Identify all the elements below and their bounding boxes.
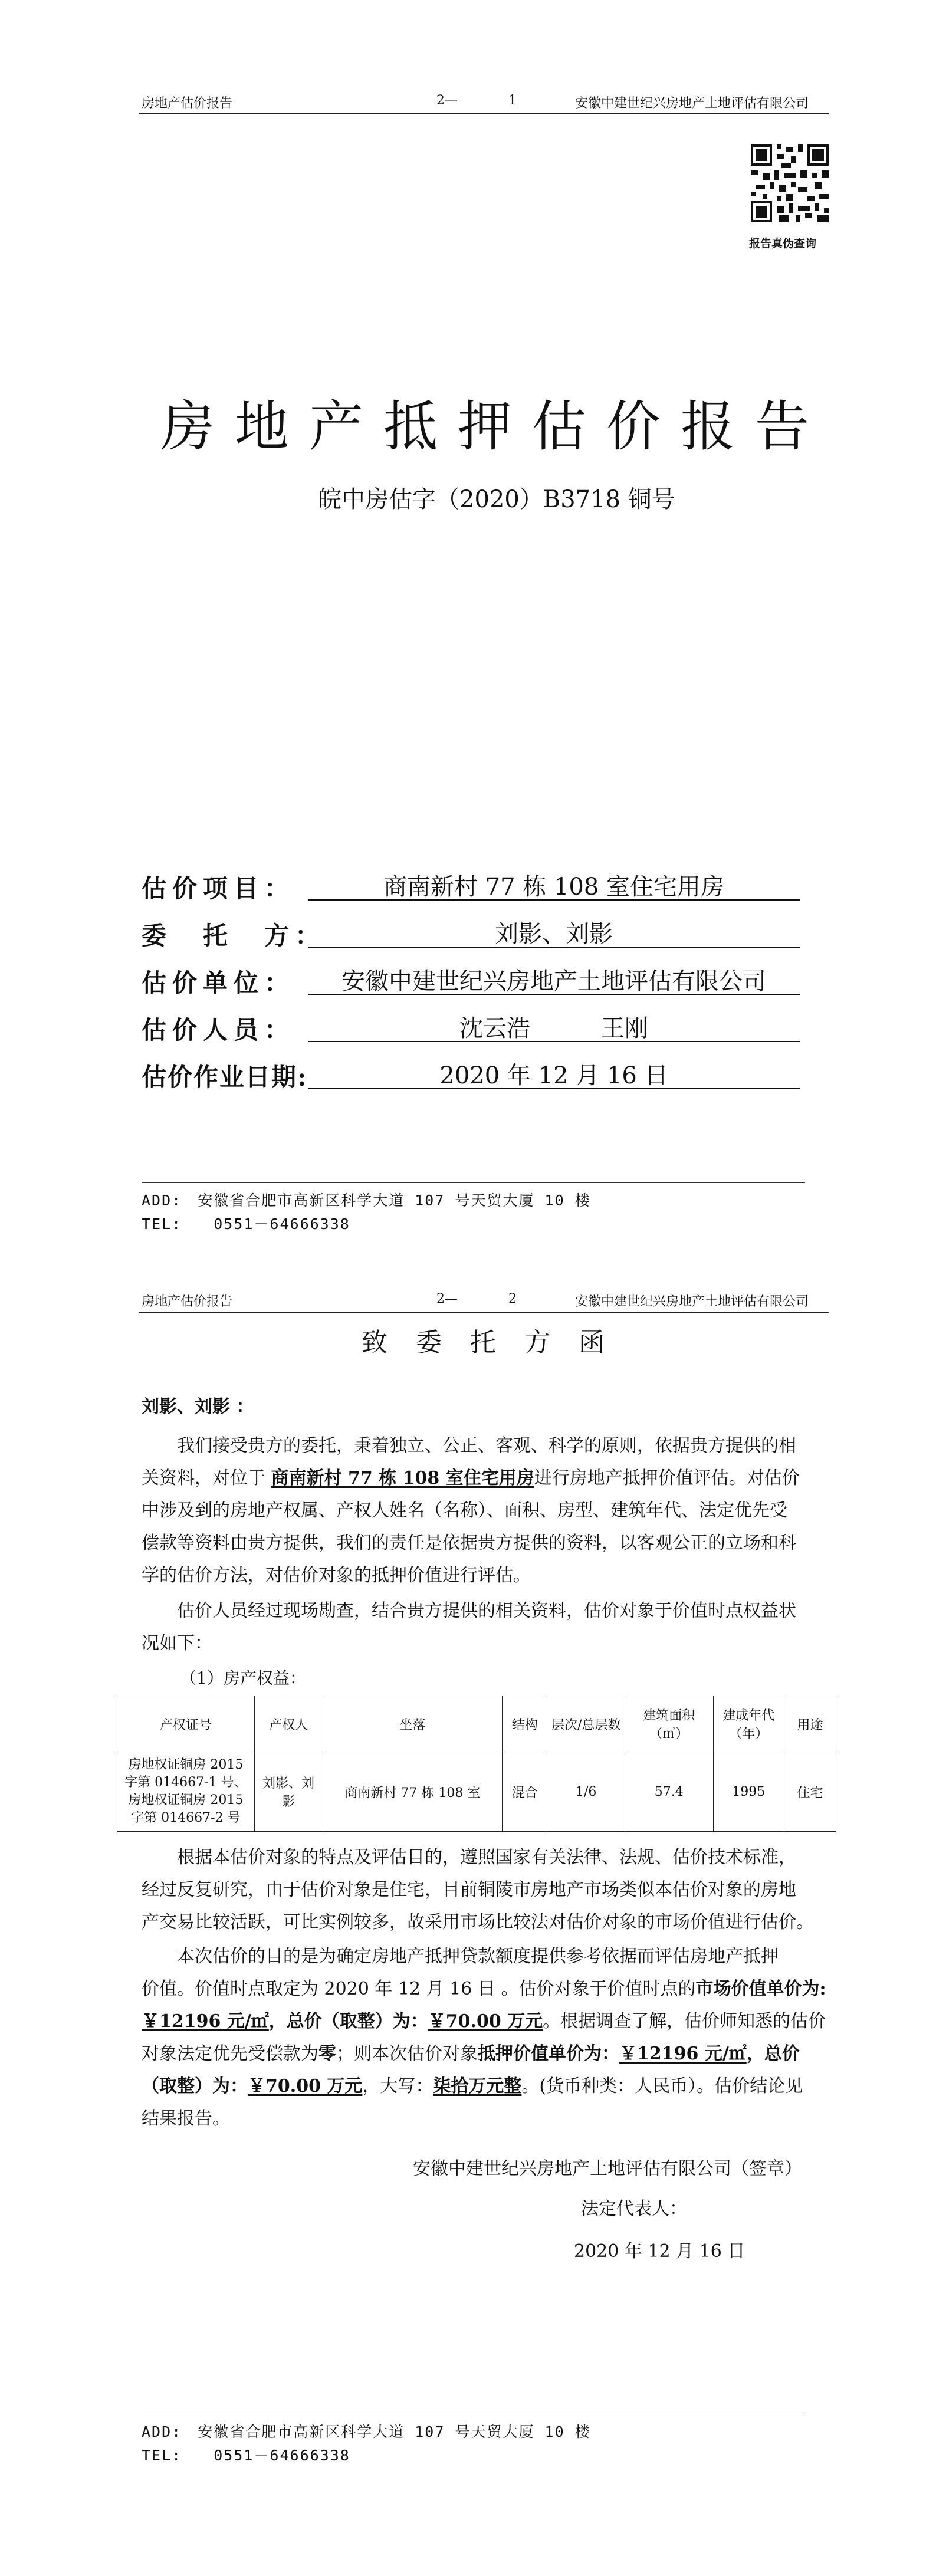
table-row bbox=[117, 1752, 836, 1832]
field-label-work-date: 估价作业日期: bbox=[142, 1063, 308, 1092]
field-value-appraiser-org: 安徽中建世纪兴房地产土地评估有限公司 bbox=[341, 968, 766, 995]
mortgage-total-label: （取整）为： bbox=[142, 2076, 248, 2097]
table-header: 层次/总层数 bbox=[547, 1696, 625, 1752]
field-underline bbox=[308, 1088, 800, 1089]
para4-text: 对象法定优先受偿款为 bbox=[142, 2043, 318, 2064]
footer-rule bbox=[142, 1182, 805, 1183]
market-unit-price-label: 市场价值单价为: bbox=[695, 1979, 826, 1999]
table-header-row bbox=[117, 1696, 836, 1752]
table-cell: 刘影、刘影 bbox=[254, 1752, 323, 1832]
header-right: 安徽中建世纪兴房地产土地评估有限公司 bbox=[575, 96, 809, 111]
mortgage-total-price: ￥70.00 万元 bbox=[248, 2076, 363, 2097]
para1-text: 关资料，对位于 bbox=[142, 1468, 271, 1489]
market-total-label: ，总价（取整）为： bbox=[268, 2011, 428, 2032]
para3-line3: 产交易比较活跃，可比实例较多，故采用市场比较法对估价对象的市场价值进行估价。 bbox=[142, 1912, 814, 1933]
amount-in-words: 柒拾万元整 bbox=[433, 2076, 522, 2097]
qr-caption: 报告真伪查询 bbox=[749, 237, 817, 250]
market-unit-price: ￥12196 元/㎡ bbox=[142, 2011, 269, 2032]
mortgage-unit-price: ￥12196 元/㎡ bbox=[619, 2043, 747, 2064]
footer-tel: TEL: 0551－64666338 bbox=[142, 2447, 350, 2464]
signature-representative: 法定代表人： bbox=[581, 2199, 687, 2219]
table-header: 建筑面积（㎡） bbox=[625, 1696, 713, 1752]
para1-line1: 我们接受贵方的委托，秉着独立、公正、客观、科学的原则，依据贵方提供的相 bbox=[177, 1435, 796, 1456]
table-cell: 住宅 bbox=[784, 1752, 836, 1832]
para2-line2: 况如下： bbox=[142, 1633, 212, 1654]
header-rule bbox=[139, 113, 829, 114]
qr-code-icon bbox=[751, 144, 829, 227]
para1-line5: 学的估价方法，对估价对象的抵押价值进行评估。 bbox=[142, 1565, 531, 1586]
table-header: 建成年代（年） bbox=[713, 1696, 784, 1752]
table-header: 产权人 bbox=[254, 1696, 323, 1752]
para4-text: ；则本次估价对象 bbox=[336, 2043, 478, 2064]
header-rule bbox=[139, 1312, 829, 1313]
field-underline bbox=[308, 1041, 800, 1042]
header-left: 房地产估价报告 bbox=[142, 1294, 233, 1309]
footer-tel: TEL: 0551－64666338 bbox=[142, 1215, 350, 1233]
field-value-project: 商南新村 77 栋 108 室住宅用房 bbox=[383, 873, 725, 901]
table-cell: 1995 bbox=[713, 1752, 784, 1832]
table-header: 用途 bbox=[784, 1696, 836, 1752]
para1-line2 bbox=[142, 1462, 800, 1494]
para4-text: 。根据调查了解，估价师知悉的估价 bbox=[543, 2011, 826, 2032]
field-underline bbox=[308, 947, 800, 948]
mortgage-unit-price-label: 抵押价值单价为： bbox=[478, 2043, 619, 2064]
property-address: 商南新村 77 栋 108 室住宅用房 bbox=[271, 1468, 534, 1489]
field-underline bbox=[308, 899, 800, 901]
mortgage-total-label: ，总价 bbox=[746, 2043, 800, 2064]
header-right: 安徽中建世纪兴房地产土地评估有限公司 bbox=[575, 1294, 809, 1309]
field-label-appraisers: 估价人员： bbox=[142, 1016, 295, 1044]
para4-text: 。(货币种类：人民币）。估价结论见 bbox=[521, 2076, 803, 2097]
table-header: 坐落 bbox=[323, 1696, 503, 1752]
table-header: 产权证号 bbox=[117, 1696, 255, 1752]
table-cell: 混合 bbox=[503, 1752, 547, 1832]
para4-line2 bbox=[142, 1973, 826, 2005]
para4-line4 bbox=[142, 2038, 800, 2070]
report-number: 皖中房估字（2020）B3718 铜号 bbox=[318, 486, 675, 513]
footer-address: ADD: 安徽省合肥市高新区科学大道 107 号天贸大厦 10 楼 bbox=[142, 2423, 591, 2440]
signature-date: 2020 年 12 月 16 日 bbox=[574, 2241, 745, 2262]
header-page-prefix: 2— bbox=[436, 1292, 458, 1306]
field-label-appraiser-org: 估价单位： bbox=[142, 968, 295, 997]
para4-text: 价值。价值时点取定为 2020 年 12 月 16 日 。估价对象于价值时点的 bbox=[142, 1979, 696, 1999]
header-page-number: 1 bbox=[508, 93, 517, 108]
para4-text: ，大写： bbox=[362, 2076, 433, 2097]
header-page-number: 2 bbox=[508, 1292, 517, 1306]
rights-label: （1）房产权益： bbox=[180, 1668, 306, 1688]
field-value-work-date: 2020 年 12 月 16 日 bbox=[439, 1062, 668, 1089]
field-label-client: 委 托 方： bbox=[142, 921, 326, 950]
para4-line6: 结果报告。 bbox=[142, 2108, 230, 2129]
table-cell: 57.4 bbox=[625, 1752, 713, 1832]
table-cell: 房地权证铜房 2015 字第 014667-1 号、房地权证铜房 2015 字第 014667-2 号 bbox=[117, 1752, 255, 1832]
table-header: 结构 bbox=[503, 1696, 547, 1752]
letter-title: 致委托方函 bbox=[362, 1328, 633, 1358]
para3-line2: 经过反复研究，由于估价对象是住宅，目前铜陵市房地产市场类似本估价对象的房地 bbox=[142, 1880, 796, 1900]
para4-line1: 本次估价的目的是为确定房地产抵押贷款额度提供参考依据而评估房地产抵押 bbox=[177, 1946, 779, 1967]
para4-line3 bbox=[142, 2005, 826, 2038]
header-left: 房地产估价报告 bbox=[142, 96, 233, 111]
para2-line1: 估价人员经过现场勘查，结合贵方提供的相关资料，估价对象于价值时点权益状 bbox=[177, 1601, 796, 1621]
field-underline bbox=[308, 994, 800, 995]
field-value-client: 刘影、刘影 bbox=[495, 921, 613, 948]
para1-line4: 偿款等资料由贵方提供，我们的责任是依据贵方提供的资料，以客观公正的立场和科 bbox=[142, 1533, 796, 1553]
para4-line5 bbox=[142, 2070, 803, 2102]
salutation: 刘影、刘影 ： bbox=[142, 1397, 254, 1417]
field-label-project: 估价项目： bbox=[142, 874, 295, 903]
report-title: 房地产抵押估价报告 bbox=[160, 395, 830, 458]
para1-text: 进行房地产抵押价值评估。对估价 bbox=[534, 1468, 800, 1489]
footer-address: ADD: 安徽省合肥市高新区科学大道 107 号天贸大厦 10 楼 bbox=[142, 1192, 591, 1209]
market-total-price: ￥70.00 万元 bbox=[428, 2011, 543, 2032]
signature-company: 安徽中建世纪兴房地产土地评估有限公司（签章） bbox=[413, 2158, 802, 2179]
header-page-prefix: 2— bbox=[436, 93, 458, 108]
property-rights-table bbox=[117, 1696, 836, 1832]
para3-line1: 根据本估价对象的特点及评估目的，遵照国家有关法律、法规、估价技术标准， bbox=[177, 1847, 796, 1868]
field-value-appraisers: 沈云浩 王刚 bbox=[459, 1015, 648, 1042]
table-cell: 商南新村 77 栋 108 室 bbox=[323, 1752, 503, 1832]
table-cell: 1/6 bbox=[547, 1752, 625, 1832]
para1-line3: 中涉及到的房地产权属、产权人姓名（名称）、面积、房型、建筑年代、法定优先受 bbox=[142, 1500, 787, 1521]
priority-payment: 零 bbox=[318, 2043, 336, 2064]
